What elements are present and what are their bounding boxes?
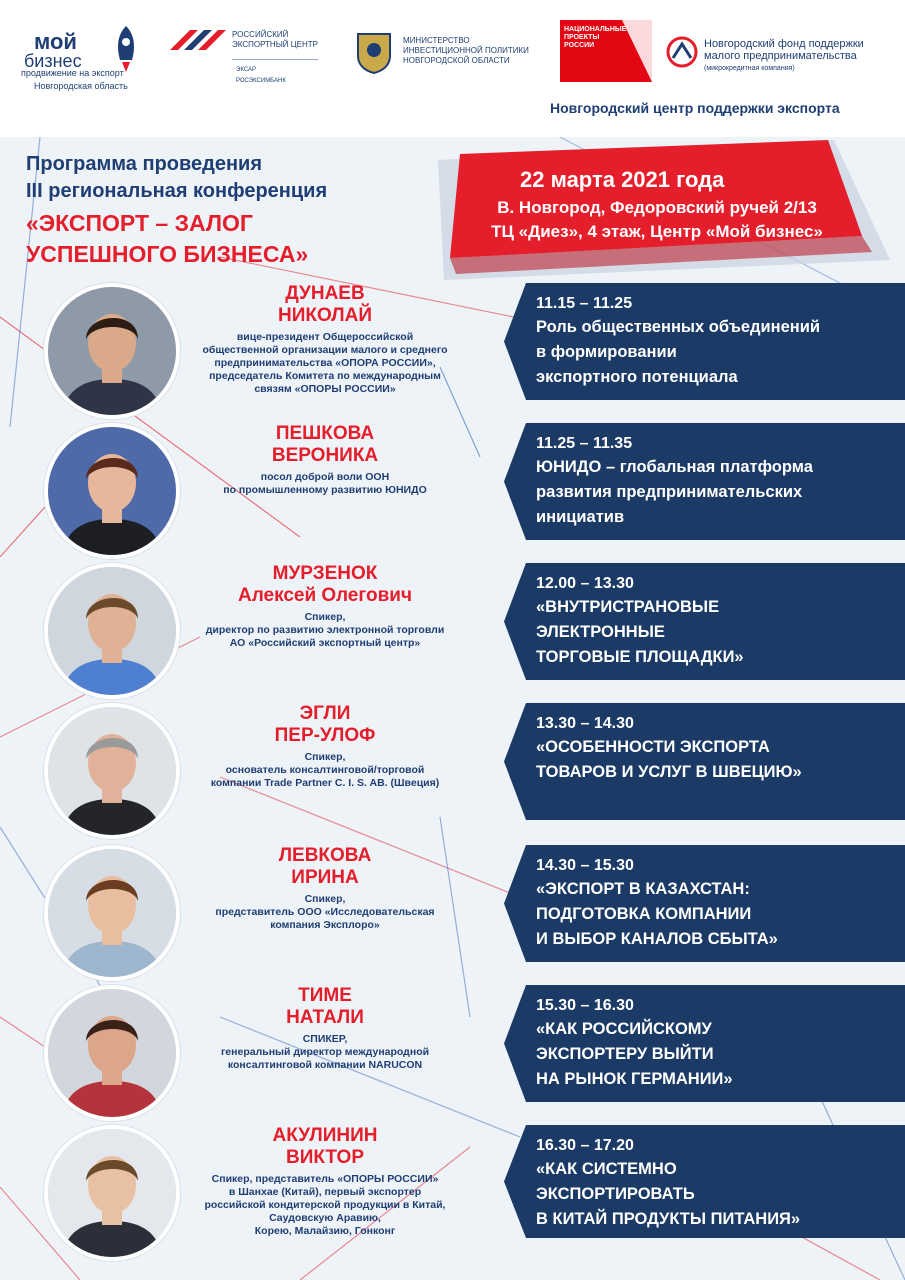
session-topic-line: НА РЫНОК ГЕРМАНИИ» (536, 1070, 733, 1088)
session-card (504, 703, 905, 820)
np-line2: ПРОЕКТЫ (564, 34, 600, 41)
speaker-role-line: генеральный директор международной (220, 1046, 430, 1058)
speaker-name (195, 985, 455, 1029)
session-time: 11.25 – 11.35 (536, 435, 633, 452)
speaker-name (195, 283, 455, 327)
speaker-given-name: НАТАЛИ (286, 1007, 364, 1028)
rec-divider (232, 59, 318, 60)
speaker-role-line: связям «ОПОРЫ РОССИИ» (254, 383, 396, 395)
speaker-surname: ТИМЕ (298, 985, 352, 1006)
conference-name-line2: УСПЕШНОГО БИЗНЕСА» (26, 241, 309, 267)
speaker-name (195, 423, 455, 467)
speaker-portrait-icon (48, 1129, 176, 1257)
rec-line2: ЭКСПОРТНЫЙ ЦЕНТР (232, 40, 319, 49)
speaker-given-name: Алексей Олегович (237, 585, 413, 606)
moy-biznes-line2: бизнес (24, 51, 82, 71)
session-time: 11.15 – 11.25 (536, 295, 633, 312)
fund-line1: Новгородский фонд поддержки (704, 38, 864, 50)
session-topic-line: инициатив (536, 508, 625, 526)
session-topic-line: ТОРГОВЫЕ ПЛОЩАДКИ» (536, 648, 744, 666)
conference-name-line1: «ЭКСПОРТ – ЗАЛОГ (26, 210, 253, 236)
ministry-name (403, 36, 543, 66)
rec-line1: РОССИЙСКИЙ (232, 30, 289, 39)
export-center-title: Новгородский центр поддержки экспорта (550, 100, 840, 116)
ministry-line3: НОВГОРОДСКОЙ ОБЛАСТИ (403, 56, 510, 65)
rocket-icon (112, 24, 140, 74)
speaker-portrait-icon (48, 849, 176, 977)
session-topic-line: «КАК СИСТЕМНО (536, 1160, 677, 1178)
speaker-role-line: в Шанхае (Китай), первый экспортер (228, 1186, 422, 1198)
moy-biznes-line3: продвижение на экспорт (21, 68, 124, 78)
session-topic-line: в формировании (536, 343, 677, 361)
conference-title: III региональная конференция (26, 180, 328, 202)
session-topic-line: «ВНУТРИСТРАНОВЫЕ (536, 598, 720, 616)
speaker-photo (44, 845, 180, 981)
speaker-given-name: ВИКТОР (285, 1147, 365, 1168)
speaker-role-line: вице-президент Общероссийской (236, 331, 414, 343)
speaker-role (180, 331, 470, 396)
session-card-text (536, 433, 896, 530)
session-topic-line: ЭЛЕКТРОННЫЕ (536, 623, 665, 641)
speaker-role-line: посол доброй воли ООН (260, 471, 390, 483)
speaker-portrait-icon (48, 989, 176, 1117)
session-card-text (536, 293, 896, 390)
speaker-role-line: СПИКЕР, (302, 1033, 348, 1045)
session-card (504, 423, 905, 540)
session-topic-line: развития предпринимательских (536, 483, 803, 501)
session-topic-line: ПОДГОТОВКА КОМПАНИИ (536, 905, 752, 923)
speaker-role-line: по промышленному развитию ЮНИДО (223, 484, 427, 496)
rec-emblem-icon (168, 26, 228, 56)
moy-biznes-line1: мой (34, 29, 77, 54)
speaker-portrait-icon (48, 567, 176, 695)
rec-eksar: ЭКСАР (236, 67, 256, 73)
session-time: 15.30 – 16.30 (536, 997, 634, 1014)
fund-line2: малого предпринимательства (704, 50, 857, 62)
national-projects-logo (560, 20, 652, 82)
speaker-role-line: директор по развитию электронной торговли (205, 624, 445, 636)
speaker-role-line: общественной организации малого и среднего (202, 344, 448, 356)
speaker-role-line: консалтинговой компании NARUCON (227, 1059, 423, 1071)
program-title: Программа проведения (26, 153, 263, 175)
session-card (504, 283, 905, 400)
session-card-text (536, 713, 896, 785)
np-line3: РОССИИ (564, 42, 595, 49)
speaker-role-line: предпринимательства «ОПОРА РОССИИ», (214, 357, 436, 369)
speaker-role (180, 471, 470, 497)
speaker-photo (44, 423, 180, 559)
speaker-role-line: российской кондитерской продукции в Китай, (204, 1199, 446, 1211)
event-venue: ТЦ «Диез», 4 этаж, Центр «Мой бизнес» (491, 222, 823, 241)
speaker-photo (44, 563, 180, 699)
session-topic-line: «ЭКСПОРТ В КАЗАХСТАН: (536, 880, 750, 898)
np-line1: НАЦИОНАЛЬНЫЕ (564, 26, 627, 33)
session-topic-line: И ВЫБОР КАНАЛОВ СБЫТА» (536, 930, 778, 948)
speaker-surname: ЭГЛИ (299, 703, 351, 724)
speaker-surname: ДУНАЕВ (285, 283, 365, 304)
speaker-name (195, 845, 455, 889)
session-time: 12.00 – 13.30 (536, 575, 634, 592)
session-time: 14.30 – 15.30 (536, 857, 634, 874)
speaker-role-line: АО «Российский экспортный центр» (229, 637, 421, 649)
speaker-photo (44, 283, 180, 419)
rec-name (232, 30, 332, 50)
fund-emblem-icon (665, 36, 699, 68)
session-topic-line: ЭКСПОРТЕРУ ВЫЙТИ (536, 1045, 714, 1063)
session-topic-line: «ОСОБЕННОСТИ ЭКСПОРТА (536, 738, 770, 756)
session-topic-line: ЮНИДО – глобальная платформа (536, 458, 813, 476)
coat-of-arms-icon (354, 30, 394, 74)
speaker-role (180, 893, 470, 932)
speaker-given-name: НИКОЛАЙ (278, 305, 372, 326)
session-card (504, 563, 905, 680)
speaker-role-line: компания Эксплоро» (270, 919, 380, 931)
speaker-role (180, 1033, 470, 1072)
speaker-photo (44, 985, 180, 1121)
event-address: В. Новгород, Федоровский ручей 2/13 (497, 198, 817, 217)
moy-biznes-line4: Новгородская область (34, 81, 128, 91)
session-topic-line: ТОВАРОВ И УСЛУГ В ШВЕЦИЮ» (536, 763, 802, 781)
speaker-portrait-icon (48, 427, 176, 555)
speaker-name (195, 1125, 455, 1169)
speaker-role (180, 1173, 470, 1238)
ministry-line1: МИНИСТЕРСТВО (403, 36, 470, 45)
session-card (504, 1125, 905, 1238)
national-projects-text (564, 26, 627, 50)
session-time: 13.30 – 14.30 (536, 715, 634, 732)
np-stripe-icon (622, 20, 652, 82)
speaker-role-line: Спикер, (304, 611, 346, 623)
speaker-given-name: ПЕР-УЛОФ (274, 725, 376, 746)
speaker-role-line: Корею, Малайзию, Гонконг (254, 1225, 396, 1237)
session-card-text (536, 1135, 896, 1232)
event-date: 22 марта 2021 года (520, 167, 725, 192)
speaker-role-line: основатель консалтинговой/торговой (225, 764, 425, 776)
speaker-photo (44, 1125, 180, 1261)
speaker-name (195, 703, 455, 747)
speaker-given-name: ВЕРОНИКА (271, 445, 379, 466)
speaker-role-line: Спикер, (304, 751, 346, 763)
speaker-role (180, 611, 470, 650)
session-card (504, 985, 905, 1102)
speaker-surname: АКУЛИНИН (272, 1125, 378, 1146)
ministry-line2: ИНВЕСТИЦИОННОЙ ПОЛИТИКИ (403, 46, 529, 55)
session-topic-line: В КИТАЙ ПРОДУКТЫ ПИТАНИЯ» (536, 1210, 801, 1228)
speaker-given-name: ИРИНА (291, 867, 359, 888)
speaker-portrait-icon (48, 287, 176, 415)
speaker-portrait-icon (48, 707, 176, 835)
speaker-role-line: представитель ООО «Исследовательская (215, 906, 435, 918)
session-card-text (536, 573, 896, 670)
speaker-surname: ЛЕВКОВА (278, 845, 372, 866)
session-card-text (536, 855, 896, 952)
speaker-role-line: Спикер, представитель «ОПОРЫ РОССИИ» (211, 1173, 439, 1185)
session-topic-line: ЭКСПОРТИРОВАТЬ (536, 1185, 695, 1203)
session-topic-line: Роль общественных объединений (536, 318, 821, 336)
rec-roseximbank: РОСЭКСИМБАНК (236, 78, 286, 84)
speaker-photo (44, 703, 180, 839)
session-time: 16.30 – 17.20 (536, 1137, 634, 1154)
speaker-role-line: председатель Комитета по международным (209, 370, 441, 382)
speaker-role-line: компании Trade Partner C. I. S. AB. (Швеция) (210, 777, 440, 789)
session-card (504, 845, 905, 962)
header (0, 0, 905, 137)
session-topic-line: «КАК РОССИЙСКОМУ (536, 1020, 712, 1038)
speaker-surname: ПЕШКОВА (275, 423, 375, 444)
fund-name (704, 38, 894, 62)
speaker-role (180, 751, 470, 790)
speaker-role-line: Саудовскую Аравию, (269, 1212, 381, 1224)
session-card-text (536, 995, 896, 1092)
speaker-role-line: Спикер, (304, 893, 346, 905)
fund-type: (микрокредитная компания) (704, 65, 795, 72)
speaker-surname: МУРЗЕНОК (272, 563, 378, 584)
session-topic-line: экспортного потенциала (536, 368, 738, 386)
speaker-name (195, 563, 455, 607)
